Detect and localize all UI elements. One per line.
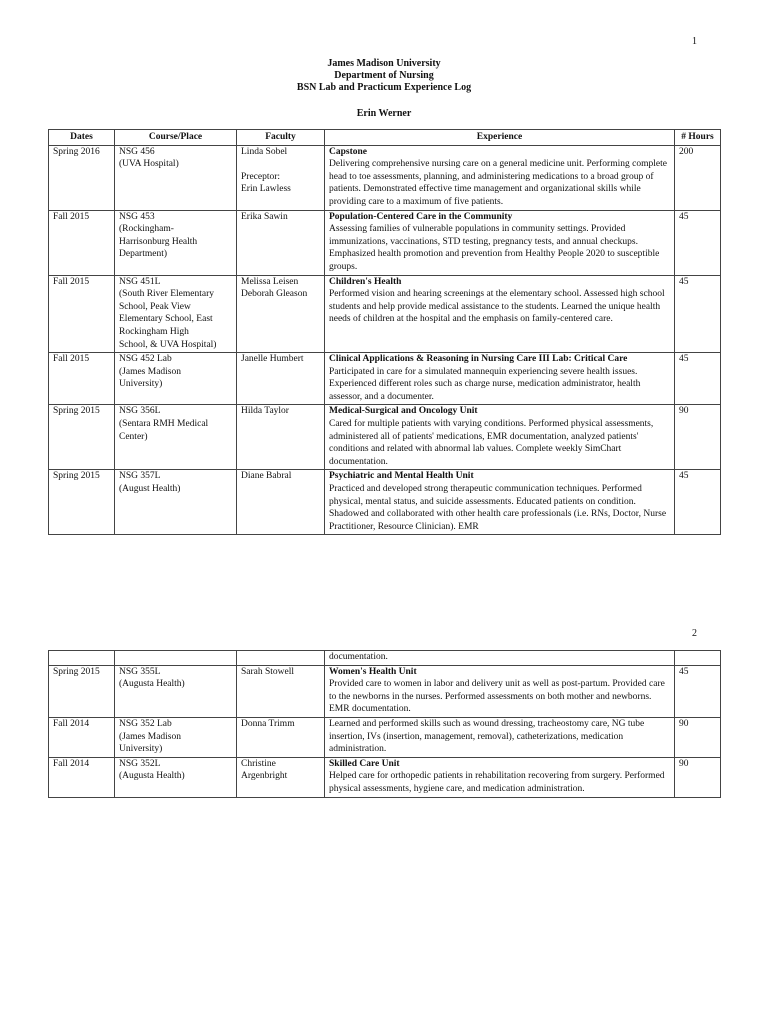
- course-line: Harrisonburg Health: [119, 236, 198, 247]
- faculty-line: Donna Trimm: [241, 718, 295, 729]
- page-number-2: 2: [692, 628, 697, 639]
- experience-cell: [325, 145, 675, 210]
- faculty-line: Diane Babral: [241, 471, 292, 482]
- department-name: Department of Nursing: [334, 70, 434, 81]
- experience-title: Medical-Surgical and Oncology Unit: [329, 406, 478, 417]
- university-name: James Madison University: [327, 58, 441, 69]
- document-header: [0, 58, 768, 120]
- course-line: NSG 356L: [119, 406, 161, 417]
- faculty-line: Sarah Stowell: [241, 666, 295, 677]
- course-line: Department): [119, 249, 168, 260]
- faculty-line: [241, 158, 320, 171]
- faculty-line: Deborah Gleason: [241, 289, 308, 300]
- course-line: (James Madison: [119, 366, 182, 377]
- faculty-cell: [237, 405, 325, 470]
- experience-title: Psychiatric and Mental Health Unit: [329, 471, 474, 482]
- hours-cell: 90: [675, 405, 721, 470]
- course-line: School, & UVA Hospital): [119, 339, 217, 350]
- date-cell: Fall 2015: [49, 353, 115, 405]
- experience-title: Women's Health Unit: [329, 666, 417, 677]
- hours-cell: 45: [675, 353, 721, 405]
- faculty-line: Christine: [241, 758, 276, 769]
- experience-cell: [325, 717, 675, 757]
- course-line: (UVA Hospital): [119, 159, 179, 170]
- faculty-cell: [237, 353, 325, 405]
- course-place-cell: [115, 145, 237, 210]
- faculty-cell: [237, 275, 325, 353]
- table-row: [49, 353, 721, 405]
- column-header-faculty: Faculty: [237, 130, 325, 146]
- experience-cell: [325, 405, 675, 470]
- table-row: [49, 275, 721, 353]
- course-line: (Rockingham-: [119, 224, 174, 235]
- date-cell: Fall 2015: [49, 210, 115, 275]
- hours-cell: 45: [675, 275, 721, 353]
- experience-cell: [325, 757, 675, 797]
- experience-title: Capstone: [329, 146, 368, 157]
- course-line: NSG 352 Lab: [119, 718, 172, 729]
- table-header-row: [49, 130, 721, 146]
- experience-log-table-continued: [48, 650, 721, 798]
- hours-cell: 90: [675, 757, 721, 797]
- column-header-hours: # Hours: [675, 130, 721, 146]
- experience-cell: [325, 275, 675, 353]
- course-line: NSG 352L: [119, 758, 161, 769]
- course-line: Center): [119, 431, 148, 442]
- course-line: (Augusta Health): [119, 771, 185, 782]
- course-line: (Augusta Health): [119, 679, 185, 690]
- table-row: [49, 210, 721, 275]
- table-body-page-2: [49, 651, 721, 798]
- faculty-line: Argenbright: [241, 771, 288, 782]
- course-line: NSG 452 Lab: [119, 354, 172, 365]
- hours-cell: 45: [675, 470, 721, 535]
- continuation-text: documentation.: [325, 651, 675, 666]
- course-line: NSG 453: [119, 211, 155, 222]
- course-line: (South River Elementary: [119, 289, 214, 300]
- faculty-cell: [237, 757, 325, 797]
- experience-title: Clinical Applications & Reasoning in Nursing Care III Lab: Critical Care: [329, 354, 628, 365]
- experience-title: Skilled Care Unit: [329, 758, 400, 769]
- table-row: [49, 470, 721, 535]
- hours-cell: 45: [675, 210, 721, 275]
- faculty-line: Melissa Leisen: [241, 276, 299, 287]
- course-line: NSG 355L: [119, 666, 161, 677]
- column-header-experience: Experience: [325, 130, 675, 146]
- faculty-line: Erika Sawin: [241, 211, 288, 222]
- experience-description: Provided care to women in labor and delivery unit as well as post-partum. Provided care to the newborns in the nurses. Performed assessments on both mother and newborns. EMR documentation.: [329, 679, 665, 715]
- date-cell: Spring 2015: [49, 405, 115, 470]
- course-place-cell: [115, 470, 237, 535]
- table-row: [49, 145, 721, 210]
- table-row: [49, 717, 721, 757]
- experience-description: Helped care for orthopedic patients in rehabilitation recovering from surgery. Performed physical assessments, hygiene care, and medication administration.: [329, 771, 665, 794]
- table-row: [49, 665, 721, 717]
- faculty-cell: [237, 665, 325, 717]
- course-place-cell: [115, 210, 237, 275]
- faculty-line: Preceptor:: [241, 171, 281, 182]
- experience-cell: [325, 210, 675, 275]
- experience-description: Delivering comprehensive nursing care on a general medicine unit. Performing complete head to toe assessments, planning, and administering medications to a broad group of patients. Demonstrated effective time management and organizational skills while providing care to a maximum of five patients.: [329, 159, 667, 207]
- hours-cell: 200: [675, 145, 721, 210]
- course-line: (Sentara RMH Medical: [119, 419, 209, 430]
- experience-description: Practiced and developed strong therapeutic communication techniques. Performed physical, mental status, and suicide assessments. Educated patients on condition. Shadowed and collaborated with other health care professionals (i.e. RNs, Doctor, Nurse Practitioner, Resource Clinician). EMR: [329, 484, 667, 532]
- table-row: [49, 757, 721, 797]
- experience-description: Performed vision and hearing screenings at the elementary school. Assessed high school students and help provide medical assistance to the students. Learned the unique health needs of children at the hospital and the emphasis on family-centered care.: [329, 289, 665, 325]
- course-line: University): [119, 744, 163, 755]
- experience-cell: [325, 665, 675, 717]
- faculty-cell: [237, 470, 325, 535]
- course-place-cell: [115, 717, 237, 757]
- faculty-cell: [237, 717, 325, 757]
- course-line: Rockingham High: [119, 326, 189, 337]
- course-line: (August Health): [119, 484, 181, 495]
- date-cell: Spring 2015: [49, 665, 115, 717]
- date-cell: Fall 2015: [49, 275, 115, 353]
- course-line: University): [119, 379, 163, 390]
- continuation-row: [49, 651, 721, 666]
- experience-title: Children's Health: [329, 276, 402, 287]
- date-cell: Spring 2016: [49, 145, 115, 210]
- page-number-1: 1: [692, 36, 697, 47]
- column-header-course: Course/Place: [115, 130, 237, 146]
- experience-log-table: [48, 129, 721, 535]
- hours-cell: 90: [675, 717, 721, 757]
- table-body-page-1: [49, 145, 721, 535]
- course-line: Elementary School, East: [119, 314, 213, 325]
- experience-cell: [325, 470, 675, 535]
- faculty-cell: [237, 145, 325, 210]
- experience-description: Learned and performed skills such as wound dressing, tracheostomy care, NG tube insertion, IVs (insertion, management, removal), catheterizations, medication administration.: [329, 718, 645, 755]
- date-cell: Spring 2015: [49, 470, 115, 535]
- faculty-cell: [237, 210, 325, 275]
- experience-description: Cared for multiple patients with varying conditions. Performed physical assessments, administered all of patients' medications, EMR documentation, analyzed patients' conditions and related with abnormal lab values. Complete weekly SimChart documentation.: [329, 419, 654, 467]
- column-header-dates: Dates: [49, 130, 115, 146]
- course-line: NSG 451L: [119, 276, 161, 287]
- course-place-cell: [115, 665, 237, 717]
- experience-description: Participated in care for a simulated mannequin experiencing severe health issues. Experienced different roles such as charge nurse, medication administrator, health assessor, and a documenter.: [329, 366, 641, 402]
- course-line: NSG 456: [119, 146, 155, 157]
- course-place-cell: [115, 275, 237, 353]
- course-line: (James Madison: [119, 731, 182, 742]
- author-name: Erin Werner: [356, 108, 412, 119]
- experience-cell: [325, 353, 675, 405]
- faculty-line: Hilda Taylor: [241, 406, 289, 417]
- experience-title: Population-Centered Care in the Community: [329, 211, 513, 222]
- hours-cell: 45: [675, 665, 721, 717]
- experience-description: Assessing families of vulnerable populations in community settings. Provided immunizations, vaccinations, STD testing, pregnancy tests, and annual checkups. Emphasized health promotion and prevention from Healthy People 2020 to susceptible groups.: [329, 224, 660, 272]
- faculty-line: Janelle Humbert: [241, 354, 304, 365]
- log-title: BSN Lab and Practicum Experience Log: [296, 82, 472, 93]
- faculty-line: Linda Sobel: [241, 146, 288, 157]
- course-place-cell: [115, 405, 237, 470]
- course-place-cell: [115, 757, 237, 797]
- date-cell: Fall 2014: [49, 717, 115, 757]
- course-line: NSG 357L: [119, 471, 161, 482]
- course-place-cell: [115, 353, 237, 405]
- faculty-line: Erin Lawless: [241, 184, 291, 195]
- date-cell: Fall 2014: [49, 757, 115, 797]
- course-line: School, Peak View: [119, 301, 191, 312]
- table-row: [49, 405, 721, 470]
